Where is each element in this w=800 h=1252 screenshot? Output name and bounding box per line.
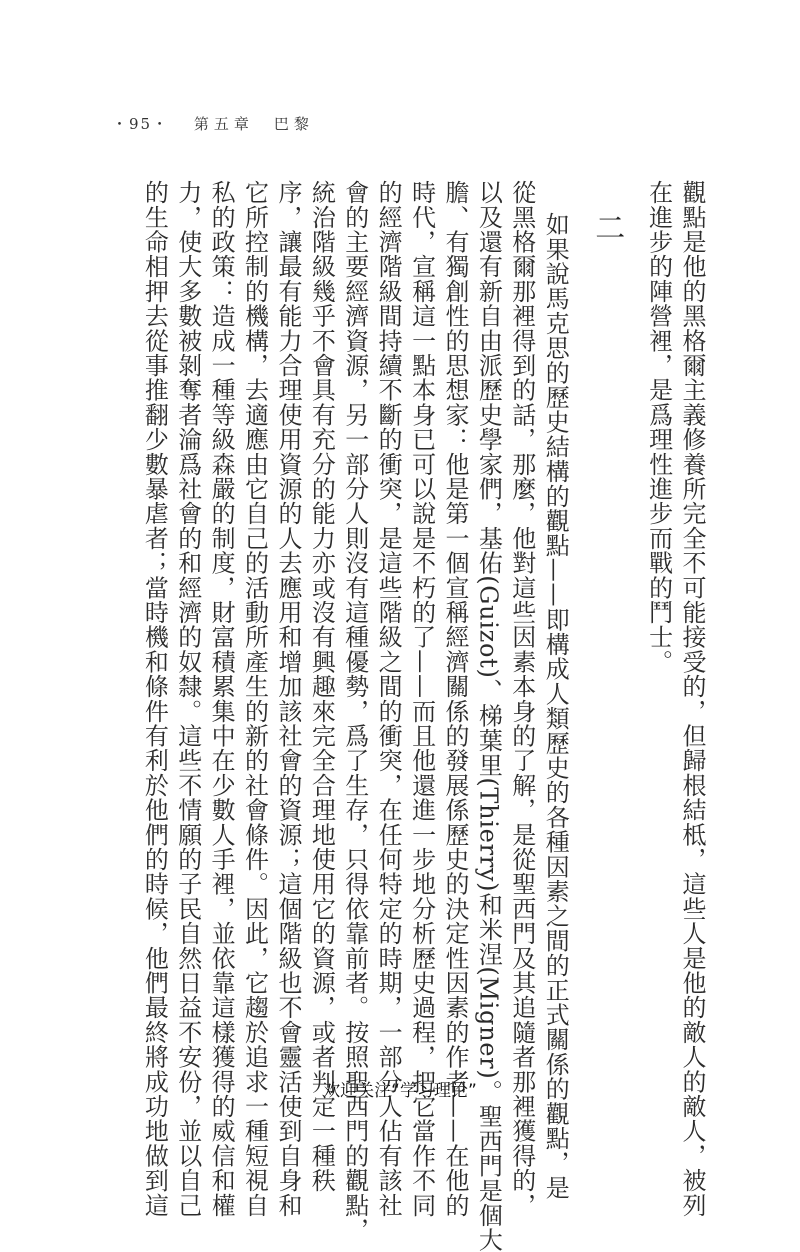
text-column: 時代，宣稱這一點本身已可以說是不朽的了——而且他還進一步地分析歷史過程，把它當作不同 — [407, 180, 436, 1218]
text-column: 會的主要經濟資源，另一部分人則沒有這種優勢，爲了生存，只得依靠前者。按照聖西門的觀點， — [340, 180, 369, 1243]
text-column: 膽、有獨創性的思想家：他是第一個宣稱經濟關係的發展係歷史的決定性因素的作者——在他的 — [440, 180, 469, 1218]
text-column: 私的政策：造成一種等級森嚴的制度，財富積累集中在少數人手裡，並依靠這樣獲得的威信和權 — [207, 180, 236, 1218]
section-number: 二 — [589, 212, 625, 242]
text-column: 統治階級幾乎不會具有充分的能力亦或沒有興趣來完全合理地使用它的資源，或者判定一種秩 — [307, 180, 336, 1193]
text-column: 的經濟階級間持續不斷的衝突，是這些階級之間的衝突，在任何特定的時期，一部分人佔有該社 — [374, 180, 403, 1218]
text-column: 觀點是他的黑格爾主義修養所完全不可能接受的，但歸根結柢，這些人是他的敵人的敵人，被列 — [678, 180, 706, 1218]
text-column: 以及還有新自由派歷史學家們，基佑(Guizot)、梯葉里(Thierry)和米涅(Migner)。聖西門是個大 — [474, 180, 503, 1252]
text-column: 從黑格爾那裡得到的話，那麼，他對這些因素本身的了解，是從聖西門及其追隨者那裡獲得的， — [507, 180, 536, 1218]
text-column: 力，使大多數被剝奪者淪爲社會的和經濟的奴隸。這些不情願的子民自然日益不安份，並以自己 — [173, 180, 202, 1218]
text-column: 的生命相押去從事推翻少數暴虐者；當時機和條件有利於他們的時候，他們最終將成功地做到這 — [140, 180, 169, 1218]
page-number: ・95・ — [112, 115, 170, 133]
text-column: 它所控制的機構，去適應由它自己的活動所產生的新的社會條件。因此，它趨於追求一種短視自 — [240, 180, 269, 1218]
footer-note: 欢迎关注“学习理论” — [323, 1081, 477, 1101]
page-header — [112, 113, 314, 134]
chapter-title: 第五章 巴黎 — [193, 115, 314, 133]
text-column: 序，讓最有能力合理使用資源的人去應用和增加該社會的資源；這個階級也不會靈活使到自身和 — [273, 180, 302, 1218]
text-column: 在進步的陣營裡，是爲理性進步而戰的鬥士。 — [644, 180, 673, 674]
text-column: 如果說馬克思的歷史結構的觀點——即構成人類歷史的各種因素之間的正式關係的觀點，是 — [541, 212, 570, 1200]
